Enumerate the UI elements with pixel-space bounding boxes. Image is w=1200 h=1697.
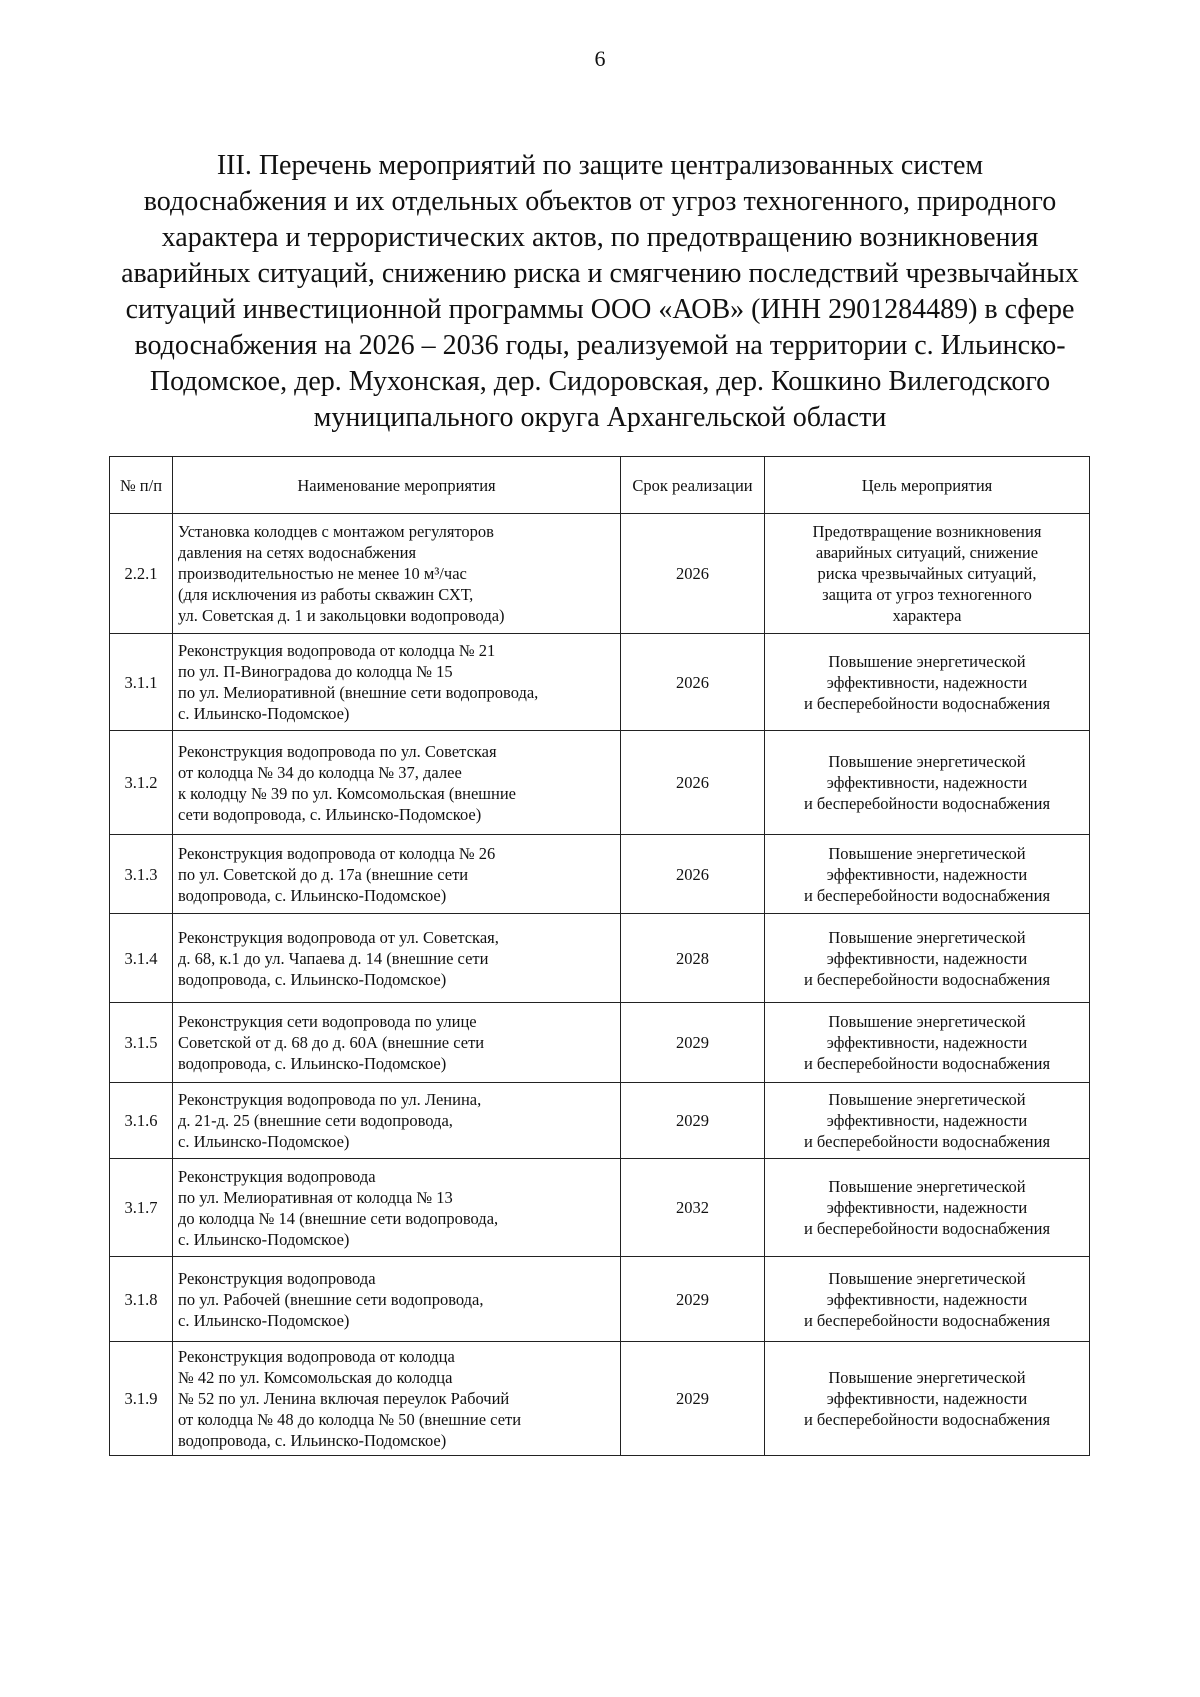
table-row (110, 1257, 1090, 1342)
title-line: аварийных ситуаций, снижению риска и смягчению последствий чрезвычайных (121, 258, 1079, 289)
row-measure-name: Реконструкция сети водопровода по улице Советской от д. 68 до д. 60А (внешние сети водопровода, с. Ильинско-Подомское) (173, 1003, 621, 1083)
header-goal: Цель мероприятия (765, 457, 1090, 514)
row-term: 2028 (621, 914, 765, 1003)
row-measure-name: Реконструкция водопровода от колодца № 26 по ул. Советской до д. 17а (внешние сети водопровода, с. Ильинско-Подомское) (173, 835, 621, 914)
row-term: 2029 (621, 1083, 765, 1159)
table-row (110, 731, 1090, 835)
table-row (110, 634, 1090, 731)
row-measure-name: Реконструкция водопровода по ул. Ленина, д. 21-д. 25 (внешние сети водопровода, с. Ильинско-Подомское) (173, 1083, 621, 1159)
title-line: характера и террористических актов, по предотвращению возникновения (161, 222, 1039, 253)
row-measure-name: Установка колодцев с монтажом регуляторов давления на сетях водоснабжения производительностью не менее 10 м³/час (для исключения из работы скважин СХТ, ул. Советская д. 1 и закольцовки водопровода) (173, 514, 621, 634)
row-goal: Повышение энергетической эффективности, надежности и бесперебойности водоснабжения (765, 731, 1090, 835)
row-number: 3.1.7 (110, 1159, 173, 1257)
row-term: 2026 (621, 514, 765, 634)
row-term: 2026 (621, 731, 765, 835)
row-measure-name: Реконструкция водопровода от ул. Советская, д. 68, к.1 до ул. Чапаева д. 14 (внешние сети водопровода, с. Ильинско-Подомское) (173, 914, 621, 1003)
table-row (110, 1342, 1090, 1456)
header-term: Срок реализации (621, 457, 765, 514)
row-term: 2032 (621, 1159, 765, 1257)
row-measure-name: Реконструкция водопровода по ул. Мелиоративная от колодца № 13 до колодца № 14 (внешние сети водопровода, с. Ильинско-Подомское) (173, 1159, 621, 1257)
row-term: 2026 (621, 835, 765, 914)
row-number: 3.1.4 (110, 914, 173, 1003)
row-number: 3.1.2 (110, 731, 173, 835)
row-goal: Повышение энергетической эффективности, надежности и бесперебойности водоснабжения (765, 1003, 1090, 1083)
row-number: 3.1.5 (110, 1003, 173, 1083)
row-goal: Повышение энергетической эффективности, надежности и бесперебойности водоснабжения (765, 914, 1090, 1003)
table-row (110, 1003, 1090, 1083)
title-line: III. Перечень мероприятий по защите централизованных систем (216, 150, 984, 181)
title-line: ситуаций инвестиционной программы ООО «АОВ» (ИНН 2901284489) в сфере (125, 294, 1075, 325)
row-measure-name: Реконструкция водопровода от колодца № 21 по ул. П-Виноградова до колодца № 15 по ул. Мелиоративной (внешние сети водопровода, с. Ильинско-Подомское) (173, 634, 621, 731)
title-line: водоснабжения и их отдельных объектов от угроз техногенного, природного (143, 186, 1057, 217)
row-goal: Предотвращение возникновения аварийных ситуаций, снижение риска чрезвычайных ситуаций, защита от угроз техногенного характера (765, 514, 1090, 634)
page-number: 6 (594, 46, 606, 71)
row-term: 2029 (621, 1342, 765, 1456)
row-goal: Повышение энергетической эффективности, надежности и бесперебойности водоснабжения (765, 634, 1090, 731)
title-line: Подомское, дер. Мухонская, дер. Сидоровская, дер. Кошкино Вилегодского (149, 366, 1051, 397)
header-number: № п/п (110, 457, 173, 514)
document-title (110, 148, 1090, 436)
table-row (110, 835, 1090, 914)
row-number: 3.1.8 (110, 1257, 173, 1342)
measures-table (109, 456, 1090, 1456)
row-goal: Повышение энергетической эффективности, надежности и бесперебойности водоснабжения (765, 1159, 1090, 1257)
row-term: 2029 (621, 1003, 765, 1083)
row-goal: Повышение энергетической эффективности, надежности и бесперебойности водоснабжения (765, 1257, 1090, 1342)
row-number: 3.1.1 (110, 634, 173, 731)
row-number: 3.1.3 (110, 835, 173, 914)
header-measure-name: Наименование мероприятия (173, 457, 621, 514)
row-number: 3.1.9 (110, 1342, 173, 1456)
row-number: 2.2.1 (110, 514, 173, 634)
row-measure-name: Реконструкция водопровода по ул. Советская от колодца № 34 до колодца № 37, далее к колодцу № 39 по ул. Комсомольская (внешние сети водопровода, с. Ильинско-Подомское) (173, 731, 621, 835)
table-header-row (110, 457, 1090, 514)
row-goal: Повышение энергетической эффективности, надежности и бесперебойности водоснабжения (765, 1342, 1090, 1456)
title-line: муниципального округа Архангельской области (313, 402, 887, 433)
row-goal: Повышение энергетической эффективности, надежности и бесперебойности водоснабжения (765, 835, 1090, 914)
row-goal: Повышение энергетической эффективности, надежности и бесперебойности водоснабжения (765, 1083, 1090, 1159)
table-row (110, 1083, 1090, 1159)
row-term: 2026 (621, 634, 765, 731)
title-line: водоснабжения на 2026 – 2036 годы, реализуемой на территории с. Ильинско- (134, 330, 1066, 361)
table-row (110, 914, 1090, 1003)
row-measure-name: Реконструкция водопровода по ул. Рабочей (внешние сети водопровода, с. Ильинско-Подомское) (173, 1257, 621, 1342)
row-term: 2029 (621, 1257, 765, 1342)
row-measure-name: Реконструкция водопровода от колодца № 42 по ул. Комсомольская до колодца № 52 по ул. Ленина включая переулок Рабочий от колодца № 48 до колодца № 50 (внешние сети водопровода, с. Ильинско-Подомское) (173, 1342, 621, 1456)
table-row (110, 1159, 1090, 1257)
table-row (110, 514, 1090, 634)
row-number: 3.1.6 (110, 1083, 173, 1159)
